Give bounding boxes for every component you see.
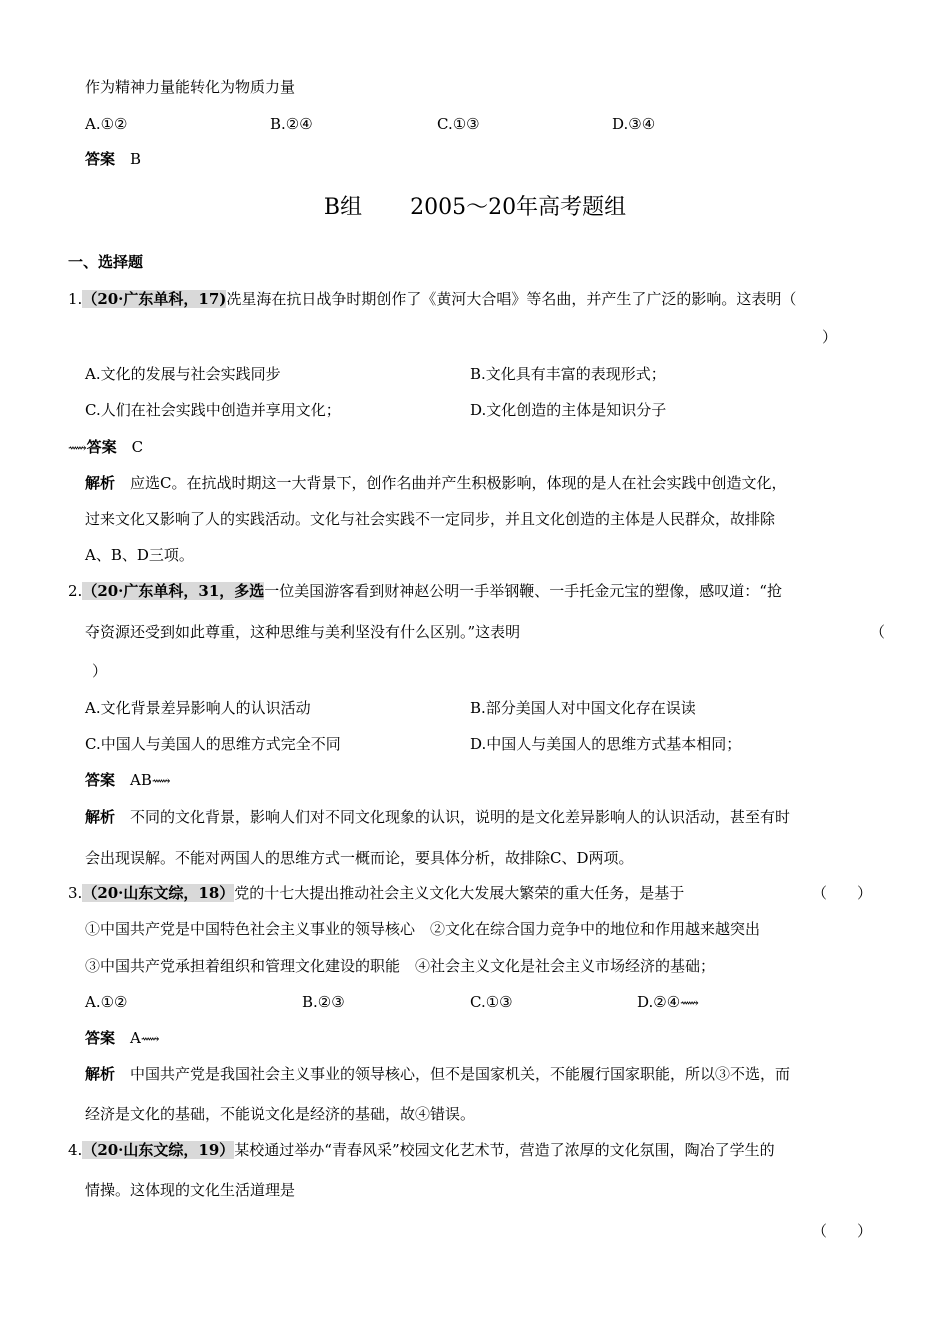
section-heading	[0, 193, 950, 223]
option-a: A.文化的发展与社会实践同步	[85, 365, 281, 383]
option-b: B.文化具有丰富的表现形式；	[470, 365, 666, 383]
question-source: （20·山东文综，18）	[82, 884, 235, 902]
option-d: D.③④	[612, 115, 656, 133]
option-d: D.中国人与美国人的思维方式基本相同；	[470, 735, 742, 753]
question-continuation: 作为精神力量能转化为物质力量	[85, 78, 296, 96]
section-years: 2005～20年高考题组	[410, 195, 627, 220]
analysis-text: 会出现误解。不能对两国人的思维方式一概而论，要具体分析，故排除C、D两项。	[85, 849, 634, 867]
answer-paren: ）	[92, 662, 108, 680]
option-a: A.文化背景差异影响人的认识活动	[85, 699, 311, 717]
answer-paren: （ ）	[812, 1222, 873, 1240]
answer-value: A	[130, 1029, 141, 1047]
question-text: 一位美国游客看到财神赵公明一手举钢鞭、一手托金元宝的塑像，感叹道：“抢	[264, 582, 782, 600]
question-4-stem	[68, 1139, 775, 1161]
statement-line: ①中国共产党是中国特色社会主义事业的领导核心 ②文化在综合国力竞争中的地位和作用越来越突出	[85, 920, 761, 938]
section-group: B组	[323, 195, 363, 220]
option-b: B.②③	[302, 993, 345, 1011]
analysis-text: 应选C。在抗战时期这一大背景下，创作名曲并产生积极影响，体现的是人在社会实践中创造文化，	[130, 474, 787, 492]
question-2-stem	[68, 580, 782, 602]
analysis-text: 过来文化又影响了人的实践活动。文化与社会实践不一定同步，并且文化创造的主体是人民群众，故排除	[85, 510, 776, 528]
answer-paren: （	[870, 623, 886, 641]
option-a: A.①②	[85, 115, 128, 133]
question-text: 党的十七大提出推动社会主义文化大发展大繁荣的重大任务，是基于	[234, 884, 685, 902]
question-number: 4.	[68, 1141, 83, 1159]
answer-label: 答案	[86, 438, 117, 456]
answer-paren: ）	[822, 328, 838, 346]
question-source: （20·山东文综，19）	[82, 1141, 235, 1159]
option-b: B.部分美国人对中国文化存在误读	[470, 699, 696, 717]
answer-value: AB	[130, 771, 152, 789]
question-source: （20·广东单科，31，多选	[82, 582, 265, 600]
question-text: 某校通过举办“青春风采”校园文化艺术节，营造了浓厚的文化氛围，陶冶了学生的	[234, 1141, 775, 1159]
option-d: D.②④	[637, 993, 681, 1011]
part-title: 一、选择题	[68, 253, 144, 271]
analysis-line	[85, 472, 787, 494]
answer-line	[85, 1027, 160, 1051]
question-number: 1.	[68, 290, 83, 308]
answer-value: C	[131, 438, 144, 456]
question-number: 3.	[68, 884, 83, 902]
answer-paren: （ ）	[812, 884, 873, 902]
answer-line	[85, 769, 171, 793]
margin-mark-icon: ⟿	[140, 1032, 160, 1047]
statement-line: ③中国共产党承担着组织和管理文化建设的职能 ④社会主义文化是社会主义市场经济的基础；	[85, 957, 716, 975]
option-c: C.①③	[437, 115, 480, 133]
question-source: （20·广东单科，17)	[82, 290, 227, 308]
margin-mark-icon: ⟿	[68, 441, 87, 456]
analysis-label: 解析	[85, 1065, 116, 1083]
question-text: 冼星海在抗日战争时期创作了《黄河大合唱》等名曲，并产生了广泛的影响。这表明（	[226, 290, 797, 308]
analysis-text: 经济是文化的基础，不能说文化是经济的基础，故④错误。	[85, 1105, 476, 1123]
option-d-line	[637, 991, 699, 1015]
analysis-line	[85, 806, 790, 828]
margin-mark-icon: ⟿	[151, 774, 171, 789]
option-d: D.文化创造的主体是知识分子	[470, 401, 667, 419]
answer-label: 答案	[85, 150, 116, 168]
answer-label: 答案	[85, 1029, 116, 1047]
analysis-text: A、B、D三项。	[85, 546, 194, 564]
analysis-label: 解析	[85, 808, 116, 826]
answer-label: 答案	[85, 771, 116, 789]
option-c: C.①③	[470, 993, 513, 1011]
option-c: C.人们在社会实践中创造并享用文化；	[85, 401, 341, 419]
question-3-stem	[68, 882, 684, 904]
option-b: B.②④	[270, 115, 313, 133]
question-number: 2.	[68, 582, 83, 600]
analysis-label: 解析	[85, 474, 116, 492]
question-text: 夺资源还受到如此尊重，这种思维与美利坚没有什么区别。”这表明	[85, 623, 521, 641]
analysis-text: 中国共产党是我国社会主义事业的领导核心，但不是国家机关，不能履行国家职能，所以③不选，而	[130, 1065, 791, 1083]
question-1-stem	[68, 288, 796, 310]
question-text: 情操。这体现的文化生活道理是	[85, 1181, 296, 1199]
analysis-text: 不同的文化背景，影响人们对不同文化现象的认识，说明的是文化差异影响人的认识活动，甚至有时	[130, 808, 791, 826]
answer-line	[68, 436, 143, 460]
option-c: C.中国人与美国人的思维方式完全不同	[85, 735, 341, 753]
analysis-line	[85, 1063, 790, 1085]
option-a: A.①②	[85, 993, 128, 1011]
answer-line	[85, 148, 141, 170]
answer-value: B	[130, 150, 142, 168]
margin-mark-icon: ⟿	[680, 996, 699, 1011]
